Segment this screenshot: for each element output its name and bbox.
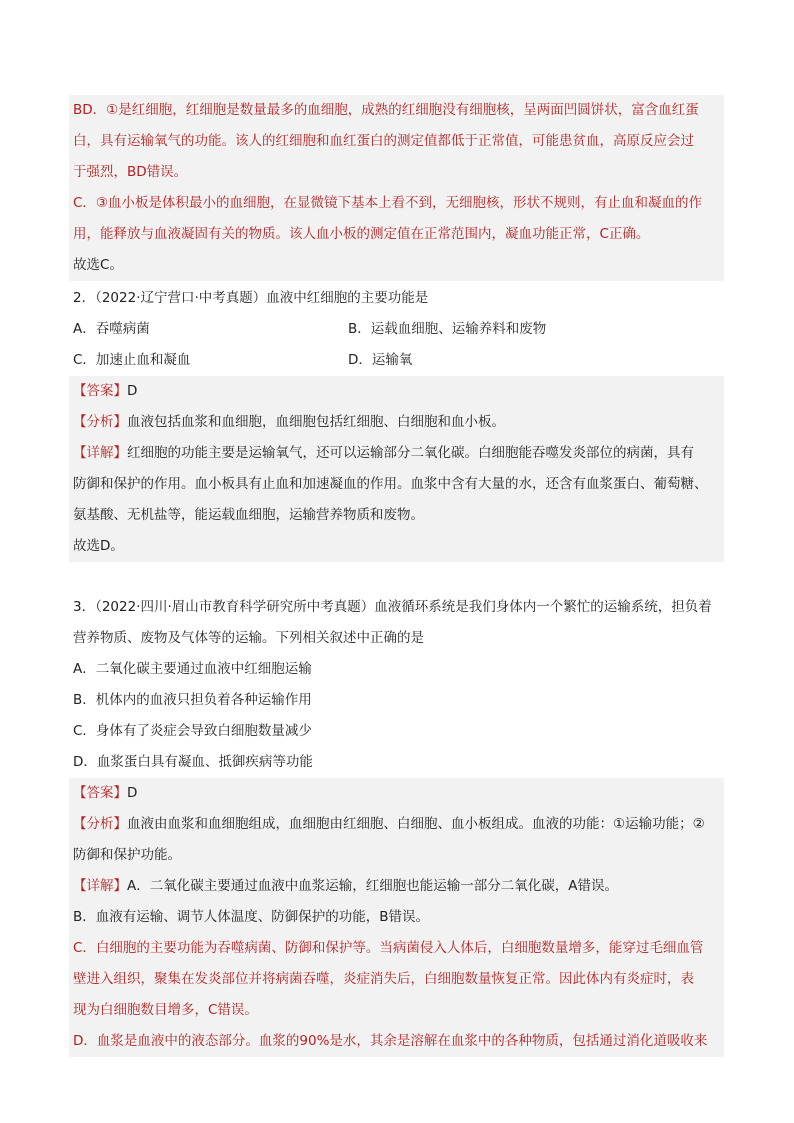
q2-analysis xyxy=(69,407,724,438)
question-3-stem-line: 3．（2022·四川·眉山市教育科学研究所中考真题）血液循环系统是我们身体内一个繁忙的运输系统，担负着 xyxy=(73,599,712,615)
q3-option-a: A．二氧化碳主要通过血液中红细胞运输 xyxy=(73,661,312,677)
q3-detail xyxy=(69,871,724,902)
conclusion-text: 故选D。 xyxy=(73,538,124,554)
detail-text: 红细胞的功能主要是运输氧气，还可以运输部分二氧化碳。白细胞能吞噬发炎部位的病菌，具有 xyxy=(127,445,694,461)
explanation-line: 白，具有运输氧气的功能。该人的红细胞和血红蛋白的测定值都低于正常值，可能患贫血，高原反应会过 xyxy=(73,133,694,149)
detail-tag: 【详解】 xyxy=(73,878,127,894)
q2-solution-block xyxy=(69,376,724,562)
answer-tag: 【答案】 xyxy=(73,785,127,801)
q2-option-a: A．吞噬病菌 xyxy=(73,321,150,337)
detail-line: 防御和保护的作用。血小板具有止血和加速凝血的作用。血浆中含有大量的水，还含有血浆蛋白、葡萄糖、 xyxy=(73,476,708,492)
answer-value: D xyxy=(127,785,138,801)
detail-line: 氨基酸、无机盐等，能运载血细胞，运输营养物质和废物。 xyxy=(73,507,424,523)
q3-option-d: D．血浆蛋白具有凝血、抵御疾病等功能 xyxy=(73,754,313,770)
detail-line: 壁进入组织，聚集在发炎部位并将病菌吞噬，炎症消失后，白细胞数量恢复正常。因此体内有炎症时，表 xyxy=(73,971,694,987)
analysis-text: 血液包括血浆和血细胞，血细胞包括红细胞、白细胞和血小板。 xyxy=(127,414,505,430)
q2-detail xyxy=(69,438,724,469)
detail-line: C．白细胞的主要功能为吞噬病菌、防御和保护等。当病菌侵入人体后，白细胞数量增多，能穿过毛细血管 xyxy=(73,940,704,956)
detail-line: B．血液有运输、调节人体温度、防御保护的功能，B错误。 xyxy=(73,909,430,925)
q2-option-b: B．运载血细胞、运输养料和废物 xyxy=(348,321,547,337)
prev-explanation-block xyxy=(69,95,724,281)
answer-value: D xyxy=(127,383,138,399)
q3-option-b: B．机体内的血液只担负着各种运输作用 xyxy=(73,692,312,708)
explanation-line: C．③血小板是体积最小的血细胞，在显微镜下基本上看不到，无细胞核，形状不规则，有止血和凝血的作 xyxy=(73,195,703,211)
detail-text: A．二氧化碳主要通过血液中血浆运输，红细胞也能运输一部分二氧化碳，A错误。 xyxy=(127,878,618,894)
q3-option-c: C．身体有了炎症会导致白细胞数量减少 xyxy=(73,723,312,739)
explanation-line: 于强烈，BD错误。 xyxy=(73,164,188,180)
question-2-stem: 2．（2022·辽宁营口·中考真题）血液中红细胞的主要功能是 xyxy=(73,290,429,306)
q3-answer xyxy=(69,778,724,809)
analysis-tag: 【分析】 xyxy=(73,414,127,430)
answer-tag: 【答案】 xyxy=(73,383,127,399)
detail-line: 现为白细胞数目增多，C错误。 xyxy=(73,1002,258,1018)
q2-answer xyxy=(69,376,724,407)
analysis-line: 防御和保护功能。 xyxy=(73,847,181,863)
detail-tag: 【详解】 xyxy=(73,445,127,461)
q3-analysis xyxy=(69,809,724,840)
q2-option-c: C．加速止血和凝血 xyxy=(73,352,191,368)
explanation-line: BD．①是红细胞，红细胞是数量最多的血细胞，成熟的红细胞没有细胞核，呈两面凹圆饼状，富含血红蛋 xyxy=(73,102,699,118)
question-3-stem-line: 营养物质、废物及气体等的运输。下列相关叙述中正确的是 xyxy=(73,630,424,646)
conclusion-text: 故选C。 xyxy=(73,257,123,273)
q2-option-d: D．运输氧 xyxy=(348,352,413,368)
analysis-text: 血液由血浆和血细胞组成，血细胞由红细胞、白细胞、血小板组成。血液的功能：①运输功能；② xyxy=(127,816,705,832)
analysis-tag: 【分析】 xyxy=(73,816,127,832)
q3-solution-block xyxy=(69,778,724,1057)
detail-line: D．血浆是血液中的液态部分。血浆的90%是水，其余是溶解在血浆中的各种物质，包括通过消化道吸收来 xyxy=(73,1033,708,1049)
explanation-line: 用，能释放与血液凝固有关的物质。该人血小板的测定值在正常范围内，凝血功能正常，C正确。 xyxy=(73,226,650,242)
